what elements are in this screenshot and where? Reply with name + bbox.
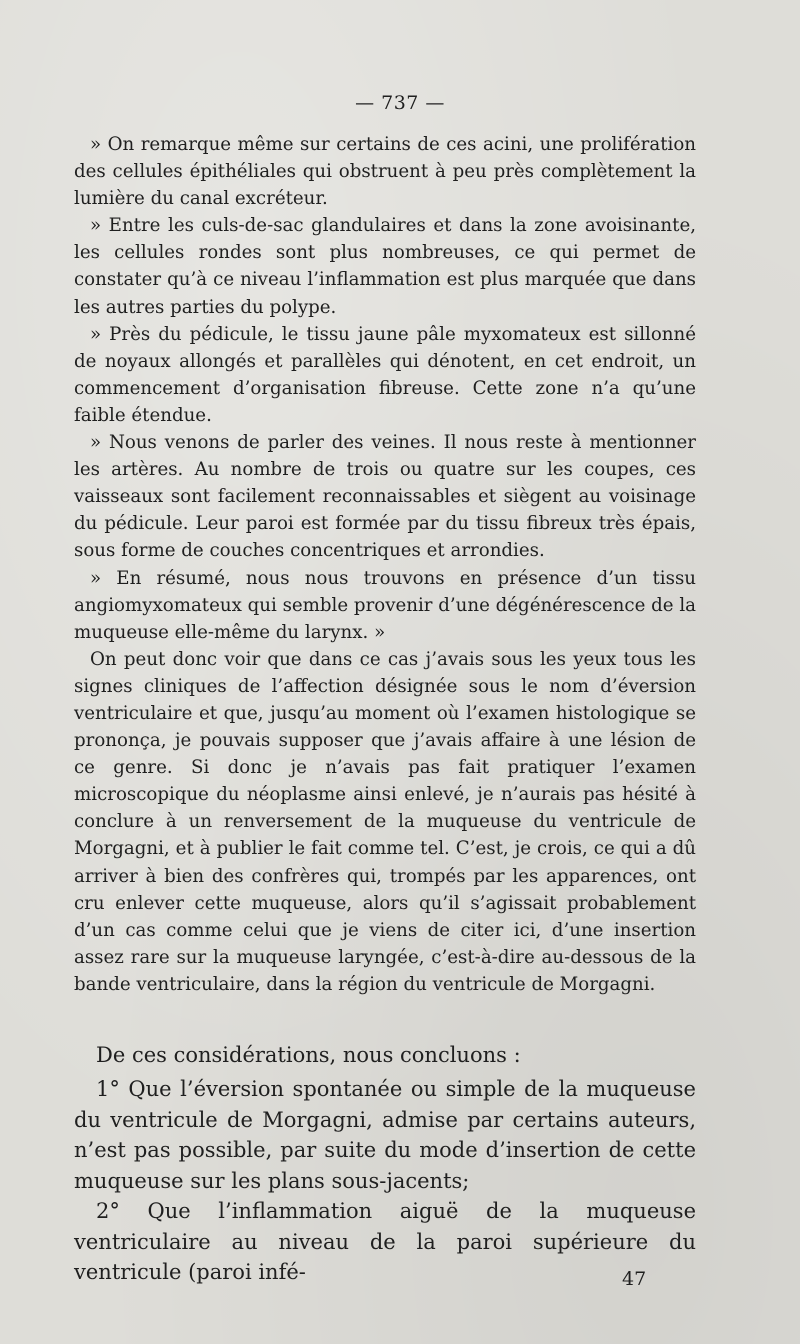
paragraph-resume: » En résumé, nous nous trouvons en présence d’un tissu angiomyxomateux qui semble provenir d’une dégénérescence de la muqueuse elle-même du larynx. » [74, 567, 696, 643]
conclusion-item-1: 1° Que l’éversion spontanée ou simple de la muqueuse du ventricule de Morgagni, admise par certains auteurs, n’est pas possible, par suite du mode d’insertion de cette muqueuse sur les plans sous-jacents; [74, 1077, 696, 1193]
paragraph-acini-proliferation: » On remarque même sur certains de ces acini, une prolifération des cellules épithéliales qui obstruent à peu près complètement la lumière du canal excréteur. [74, 134, 696, 210]
page-number: — 737 — [355, 92, 445, 114]
paragraph-culs-de-sac: » Entre les culs-de-sac glandulaires et dans la zone avoisinante, les cellules rondes sont plus nombreuses, ce qui permet de constater qu’à ce niveau l’inflammation est plus marquée que dans les autres parties du polype. [74, 215, 696, 318]
paragraph-pedicule: » Près du pédicule, le tissu jaune pâle myxomateux est sillonné de noyaux allongés et parallèles qui dénotent, en cet endroit, un commencement d’organisation fibreuse. Cette zone n’a qu’une faible étendue. [74, 323, 696, 426]
paragraph-discussion: On peut donc voir que dans ce cas j’avais sous les yeux tous les signes cliniques de l’affection désignée sous le nom d’éversion ventriculaire et que, jusqu’au moment où l’examen histologique se prononça, je pouvais supposer que j’avais affaire à une lésion de ce genre. Si donc je n’avais pas fait pratiquer l’examen microscopique du néoplasme ainsi enlevé, je n’aurais pas hésité à conclure à un renversement de la muqueuse du ventricule de Morgagni, et à publier le fait comme tel. C’est, je crois, ce qui a dû arriver à bien des confrères qui, trompés par les apparences, ont cru enlever cette muqueuse, alors qu’il s’agissait probablement d’un cas comme celui que je viens de citer ici, d’une insertion assez rare sur la muqueuse laryngée, c’est-à-dire au-dessous de la bande ventriculaire, dans la région du ventricule de Morgagni. [74, 648, 696, 995]
conclusions-lead: De ces considérations, nous concluons : [96, 1043, 521, 1067]
signature-mark: 47 [622, 1268, 647, 1290]
conclusions-section [74, 1040, 696, 1288]
paragraph-arteres: » Nous venons de parler des veines. Il nous reste à mentionner les artères. Au nombre de trois ou quatre sur les coupes, ces vaisseaux sont facilement reconnaissables et siègent au voisinage du pédicule. Leur paroi est formée par du tissu fibreux très épais, sous forme de couches concentriques et arrondies. [74, 432, 696, 562]
body-text [74, 131, 696, 998]
conclusion-item-2: 2° Que l’inflammation aiguë de la muqueuse ventriculaire au niveau de la paroi supérieure du ventricule (paroi infé- [74, 1199, 696, 1284]
